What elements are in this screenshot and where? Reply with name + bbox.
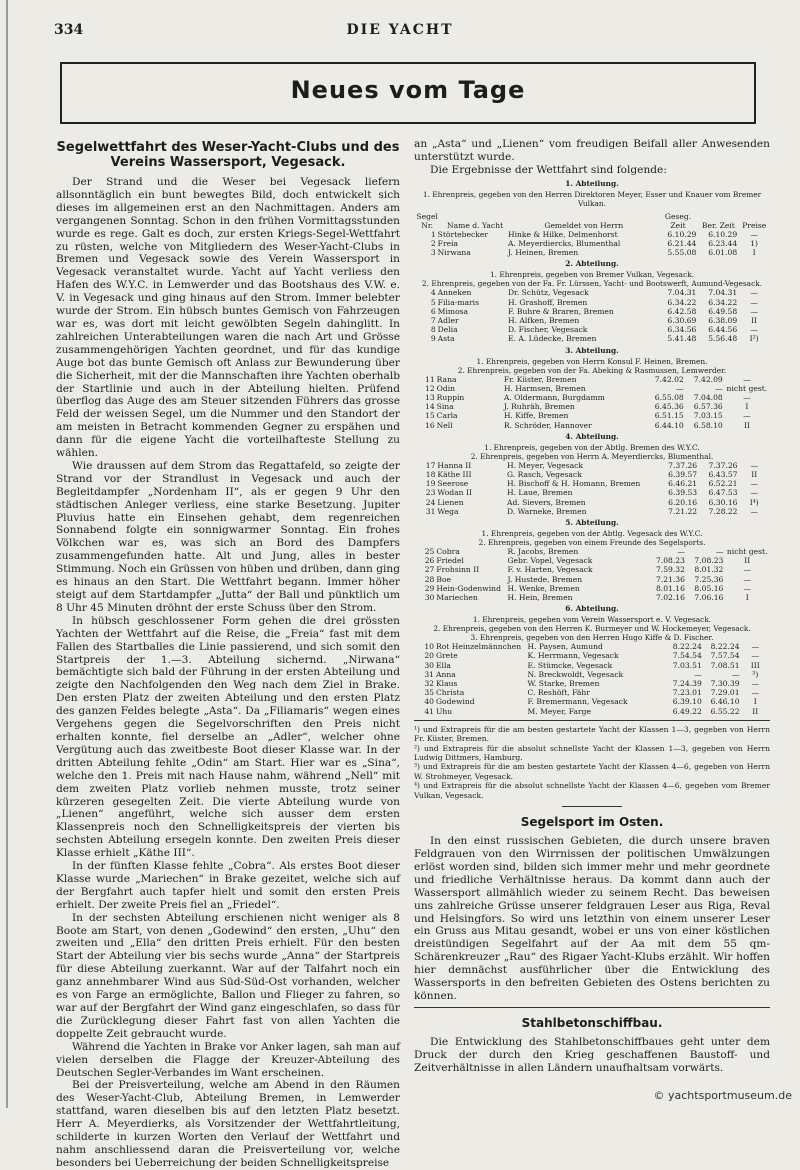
results-division (414, 604, 770, 716)
prize-line: 1. Ehrenpreis, gegeben von den Herren Direktoren Meyer, Esser und Knauer vom Bremer Vulkan. (422, 189, 762, 208)
division-title: 1. Abteilung. (565, 178, 619, 188)
table-row: 10 Rot Heinzelmännchen H. Paysen, Aumund 8.22.24 8.22.24 — (424, 642, 760, 652)
table-row: 6 Mimosa F. Buhre & Braren, Bremen 6.42.58 6.49.58 — (430, 306, 758, 316)
prize-line: 2. Ehrenpreis, gegeben von Herrn A. Meyerdiercks, Blumenthal. (470, 451, 714, 461)
table-row: 20 Grete K. Herrmann, Vegesack 7.54.54 7.57.54 — (424, 651, 760, 661)
table-row: 2 Freia A. Meyerdiercks, Blumenthal 6.21.44 6.23.44 1) (430, 238, 758, 248)
results-division (414, 179, 770, 258)
article-continuation: an „Asta“ und „Lienen“ vom freudigen Beifall aller Anwesenden unterstützt wurde. (414, 138, 770, 163)
prize-line: 2. Ehrenpreis, gegeben von den Herren K. Burmeyer und W. Hockemeyer, Vegesack. (433, 624, 751, 634)
table-row: 29 Hein-Godenwind H. Wenke, Bremen 8.01.16 8.05.16 — (424, 583, 751, 593)
results-division (414, 259, 770, 343)
journal-title: DIE YACHT (346, 22, 454, 38)
table-row: 40 Godewind F. Bremermann, Vegesack 6.39.10 6.46.10 I (424, 697, 757, 707)
article-paragraph: In der fünften Klasse fehlte „Cobra“. Als erstes Boot dieser Klasse wurde „Mariechen“ in Brake gezeitet, welche sich auf der Bergfahrt auch tapfer hielt und somit den ersten Preis erhielt. Der zweite Preis fiel an „Friedel“. (56, 860, 400, 911)
footnote: ⁴) und Extrapreis für die absolut schnellste Yacht der Klassen 4—6, gegeben vom Bremer Vulkan, Vegesack. (414, 781, 770, 800)
right-column (414, 138, 770, 1075)
article-paragraph: Bei der Preisverteilung, welche am Abend in den Räumen des Weser-Yacht-Club, Abteilung Bremen, in Lemwerder stattfand, waren dieselben bis auf den letzten Platz besetzt. Herr A. Meyerdierks, als Vorsitzender der Wettfahrtleitung, schilderte in kurzen Worten den Verlauf der Wettfahrt und nahm anschliessend daran die Preisverteilung vor, welche besonders bei Ueberreichung der beiden Schnelligkeitspreise (56, 1079, 400, 1169)
short-divider (562, 806, 622, 807)
table-row: 18 Käthe III G. Rasch, Vegesack 6.39.57 6.43.57 II (425, 469, 758, 479)
table-row: 4 Anneken Dr. Schütz, Vegesack 7.04.31 7.04.31 — (430, 288, 758, 298)
col-header-nr: Segel Nr. (416, 211, 438, 230)
table-row: 24 Lienen Ad. Sievers, Bremen 6.20.16 6.30.16 I⁴) (425, 497, 759, 507)
table-row: 13 Ruppin A. Oldermann, Burgdamm 6.55.08 7.04.08 — (424, 392, 751, 402)
prize-line: 1. Ehrenpreis, gegeben von Bremer Vulkan, Vegesack. (489, 270, 695, 280)
prize-line: 2. Ehrenpreis, gegeben von der Fa. Abeking & Rasmussen, Lemwerder. (457, 365, 727, 375)
table-row: 23 Wodan II H. Laue, Bremen 6.39.53 6.47.53 — (425, 488, 759, 498)
results-table (414, 375, 770, 430)
table-row: 28 Boe J. Hustede, Bremen 7.21.36 7.25.36 — (424, 574, 751, 584)
results-table (414, 230, 770, 258)
section-divider (414, 1007, 770, 1008)
prize-line: 1. Ehrenpreis, gegeben von der Abtlg. Vegesack des W.Y.C. (481, 528, 703, 538)
footnote: ²) und Extrapreis für die absolut schnellste Yacht der Klassen 1—3, gegeben von Herrn Ludwig Dittmers, Hamburg. (414, 743, 770, 763)
col-header-ber: Ber. Zeit (701, 220, 735, 230)
table-row: 5 Filia-maris H. Grashoff, Bremen 6.34.22 6.34.22 — (430, 297, 758, 307)
results-division (414, 432, 770, 516)
division-title: 5. Abteilung. (565, 517, 619, 527)
results-division (414, 346, 770, 430)
results-table (414, 461, 770, 516)
table-row: 1 Störtebecker Hinke & Hilke, Delmenhorst 6.10.29 6.10.29 — (430, 229, 758, 239)
col-header-preise: Preise (742, 220, 767, 230)
results-table (414, 547, 770, 602)
table-row: 41 Uhu M. Meyer, Farge 6.49.22 6.55.22 II (424, 706, 759, 716)
article-paragraph: Die Entwicklung des Stahlbetonschiffbaues geht unter dem Druck der durch den Krieg geschaffenen Baustoff- und Zeitverhältnisse in allen Ländern unaufhaltsam vorwärts. (414, 1035, 770, 1074)
table-row: 11 Rana Fr. Küster, Bremen 7.42.02 7.42.09 — (424, 374, 751, 384)
table-row: 14 Sina J. Ruhräh, Bremen 6.45.36 6.57.36 I (424, 402, 749, 412)
results-column-headers (414, 212, 770, 230)
division-title: 4. Abteilung. (565, 431, 619, 441)
prize-line: 3. Ehrenpreis, gegeben von den Herren Hugo Kiffe & D. Fischer. (470, 633, 714, 643)
watermark-credit: © yachtsportmuseum.de (653, 1089, 792, 1102)
article-headline: Segelsport im Osten. (520, 815, 664, 830)
table-row: 17 Hanna II H. Meyer, Vegesack 7.37.26 7.37.26 — (425, 460, 759, 470)
prize-line: 1. Ehrenpreis, gegeben vom Verein Wassersport e. V. Vegesack. (472, 615, 712, 625)
running-head (0, 22, 800, 42)
col-header-geseg: Geseg. Zeit (664, 211, 692, 230)
article-paragraph: In hübsch geschlossener Form gehen die drei grössten Yachten der Wettfahrt auf die Reise, die „Freia“ fast mit dem Fallen des Startballes die Linie passierend, und sich somit den Startpreis der 1.—3. Abteilung sichernd. „Nirwana“ bemächtigte sich bald der Führung in der ersten Abteilung und zeigte den Nachfolgenden den Weg nach dem Ziel in Brake. Den ersten Platz der zweiten Abteilung und den ersten Platz des ganzen Feldes belegte „Asta“. Da „Filiamaris“ wegen eines Vergehens gegen die Segelvorschriften den Preis nicht erhalten konnte, fiel derselbe an „Adler“, welcher ohne Vergütung auch das zweitbeste Boot dieser Klasse war. In der dritten Abteilung fehlte „Odin“ am Start. Hier war es „Sina“, welche den 1. Preis mit nach Hause nahm, während „Nell“ mit dem zweiten Platz vorlieb nehmen musste, trotz seiner kürzeren gesegelten Zeit. Die vierte Abteilung wurde von „Lienen“ angeführt, welche sich ausser dem ersten Klassenpreis noch den Schnelligkeitspreis der vierten bis sechsten Abteilung ersegeln konnte. Den zweiten Preis dieser Klasse erhielt „Käthe III“. (56, 614, 400, 860)
article-paragraph: Während die Yachten in Brake vor Anker lagen, sah man auf vielen derselben die Flagge der Kreuzer-Abteilung des Deutschen Segler-Verbandes im Want erscheinen. (56, 1040, 400, 1079)
table-row: 9 Asta E. A. Lüdecke, Bremen 5.41.48 5.56.48 I²) (430, 334, 759, 344)
table-row: 7 Adler H. Alfken, Bremen 6.30.69 6.38.09 II (430, 315, 758, 325)
left-column (56, 138, 400, 1170)
page-edge-rule (6, 0, 8, 1108)
table-row: 12 Odin H. Harmsen, Bremen — — nicht gest. (424, 383, 768, 393)
article-headline: Segelwettfahrt des Weser-Yacht-Clubs und des Vereins Wassersport, Vegesack. (56, 140, 400, 170)
prize-line: 2. Ehrenpreis, gegeben von einem Freunde des Segelsports. (478, 537, 706, 547)
page-number: 334 (54, 22, 84, 38)
table-row: 26 Friedel Gebr. Vopel, Vegesack 7.08.23 7.08.23 II (424, 556, 751, 566)
article-paragraph: Wie draussen auf dem Strom das Regattafeld, so zeigte der Strand vor der Strandlust in Vegesack und auch der Begleitdampfer „Nordenham II“, als er gegen 9 Uhr den städtischen Anleger verliess, eine starke Besetzung. Jupiter Pluvius hatte ein Einsehen gehabt, dem regenreichen Sonnabend folgte ein sonnigwarmer Sonntag. Ein frohes Völkchen war es, was sich an Bord des Dampfers zusammengefunden hatte. Alt und Jung, alles in bester Stimmung. Noch ein Grüssen von hüben und drüben, dann ging es hinaus an den Start. Die Wettfahrt begann. Immer höher steigt auf dem Startdampfer „Jutta“ der Ball und pünktlich um 8 Uhr 45 Minuten dröhnt der erste Schuss über den Strom. (56, 459, 400, 614)
table-row: 15 Carla H. Kiffe, Bremen 6.51.15 7.03.15 — (424, 411, 751, 421)
results-intro: Die Ergebnisse der Wettfahrt sind folgende: (430, 163, 667, 176)
table-row: 19 Seerose H. Bischoff & H. Homann, Bremen 6.46.21 6.52.21 — (425, 479, 759, 489)
table-row: 8 Delia D. Fischer, Vegesack 6.34.56 6.44.56 — (430, 325, 758, 335)
table-row: 31 Wega D. Warneke, Bremen 7.21.22 7.28.22 — (425, 506, 759, 516)
division-title: 3. Abteilung. (565, 345, 619, 355)
table-row: 25 Cobra R. Jacobs, Bremen — — nicht gest. (424, 546, 768, 556)
table-row: 32 Klaus W. Starke, Bremen 7.24.39 7.30.39 — (424, 679, 760, 689)
table-row: 27 Frohsinn II F. v. Harten, Vegesack 7.59.32 8.01.32 — (424, 565, 751, 575)
prize-line: 2. Ehrenpreis, gegeben von der Fa. Fr. Lürssen, Yacht- und Bootswerft, Aumund-Vegesack. (421, 279, 763, 289)
col-header-yacht: Name d. Yacht (447, 220, 504, 230)
table-row: 3 Nirwana J. Heinen, Bremen 5.55.08 6.01.08 I (430, 248, 756, 258)
footnote: ³) und Extrapreis für die am besten gestartete Yacht der Klassen 4—6, gegeben von Herrn W. Strohmeyer, Vegesack. (414, 762, 770, 781)
results-table (414, 288, 770, 343)
results-division (414, 518, 770, 602)
division-title: 6. Abteilung. (565, 604, 619, 614)
article-paragraph: In den einst russischen Gebieten, die durch unsere braven Feldgrauen von den Wirrnissen der politischen Umwälzungen erlöst worden sind, bilden sich immer mehr und mehr geordnete und friedliche Verhältnisse heraus. Da kommt dann auch der Wassersport allmählich wieder zu seinem Recht. Das beweisen uns zahlreiche Grüsse unserer feldgrauen Leser aus Riga, Reval und Helsingfors. So wird uns letzthin von einem unserer Leser ein Gruss aus Mitau gesandt, wobei er uns von einer köstlichen dreistündigen Segelfahrt auf der Aa mit dem 55 qm-Schärenkreuzer „Rau“ des Rigaer Yacht-Klubs erzählt. Wir hoffen hier demnächst ausführlicher über die Entwicklung des Wassersports in den befreiten Gebieten des Ostens berichten zu können. (414, 835, 770, 1002)
col-header-owner: Gemeldet von Herrn (544, 220, 624, 230)
division-title: 2. Abteilung. (565, 259, 619, 269)
table-row: 35 Christa C. Reshöft, Fähr 7.23.01 7.29.01 — (424, 688, 760, 698)
section-title: Neues vom Tage (290, 76, 526, 104)
article-paragraph: Der Strand und die Weser bei Vegesack liefern allsonntäglich ein bunt bewegtes Bild, doch entwickelt sich dieses im allgemeinen erst an den Nachmittagen. Anders am vergangenen Sonntag. Schon in den frühen Vormittagsstunden wurde es rege. Galt es doch, zur ersten Kriegs-Segel-Wettfahrt zu rüsten, welche von Mitgliedern des Weser-Yacht-Clubs in Bremen und Vegesack sowie des Verein Wassersport in Vegesack veranstaltet wurde. Yacht auf Yacht verliess den Hafen des W.Y.C. in Lemwerder und das Bootshaus des V.W. e. V. in Vegesack und ging hinaus auf den Strom. Immer belebter wurde der Strom. Ein hübsch buntes Gemisch von Fahrzeugen war es, was dort mit leicht gewölbten Segeln dahinglitt. In zahlreichen Unterabteilungen waren die nach Art und Grösse zusammengehörigen Yachten geordnet, und für das kundige Auge bot das bunte Gemisch oft Anlass zur Bewunderung über die Sicherheit, mit der die Mannschaften ihre Yachten oberhalb der Startlinie und auch in der Abteilung hielten. Prüfend überflog das Auge des am Steuer sitzenden Führers das grosse Feld der weissen Segel, um die Nummer und den Standort der am meisten in Betracht kommenden Gegner zu erspähen und dann für die eigene Yacht die vorteilhafteste Stellung zu wählen. (56, 176, 400, 460)
table-row: 30 Mariechen H. Hein, Bremen 7.02.16 7.06.16 I (424, 593, 749, 602)
table-row: 31 Anna N. Breckwoldt, Vegesack — — ³) (424, 669, 759, 679)
article-headline: Stahlbetonschiffbau. (521, 1015, 663, 1030)
prize-line: 1. Ehrenpreis, gegeben von Herrn Konsul F. Heinen, Bremen. (476, 356, 708, 366)
table-row: 30 Ella E. Stümcke, Vegesack 7.03.51 7.08.51 III (424, 660, 760, 670)
results-table (414, 642, 770, 716)
section-divider (414, 720, 770, 721)
table-row: 16 Nell R. Schröder, Hannover 6.44.10 6.58.10 II (424, 420, 750, 430)
article-paragraph: In der sechsten Abteilung erschienen nicht weniger als 8 Boote am Start, von denen „Godewind“ den ersten, „Uhu“ den zweiten und „Ella“ den dritten Preis erhielt. Für den besten Start der Abteilung vier bis sechs wurde „Anna“ der Startpreis für diese Abteilung zuerkannt. War auf der Talfahrt noch ein ganz annehmbarer Wind aus Süd-Süd-Ost vorhanden, welcher es von Farge an ermöglichte, Ballon und Flieger zu fahren, so war auf der Bergfahrt der Wind ganz eingeschlafen, so dass für die Zurücklegung dieser Fahrt fast von allen Yachten die doppelte Zeit gebraucht wurde. (56, 911, 400, 1040)
prize-line: 1. Ehrenpreis, gegeben von der Abtlg. Bremen des W.Y.C. (484, 442, 700, 452)
section-title-box (60, 62, 756, 124)
footnote: ¹) und Extrapreis für die am besten gestartete Yacht der Klassen 1—3, gegeben von Herrn Fr. Küster, Bremen. (414, 724, 770, 744)
